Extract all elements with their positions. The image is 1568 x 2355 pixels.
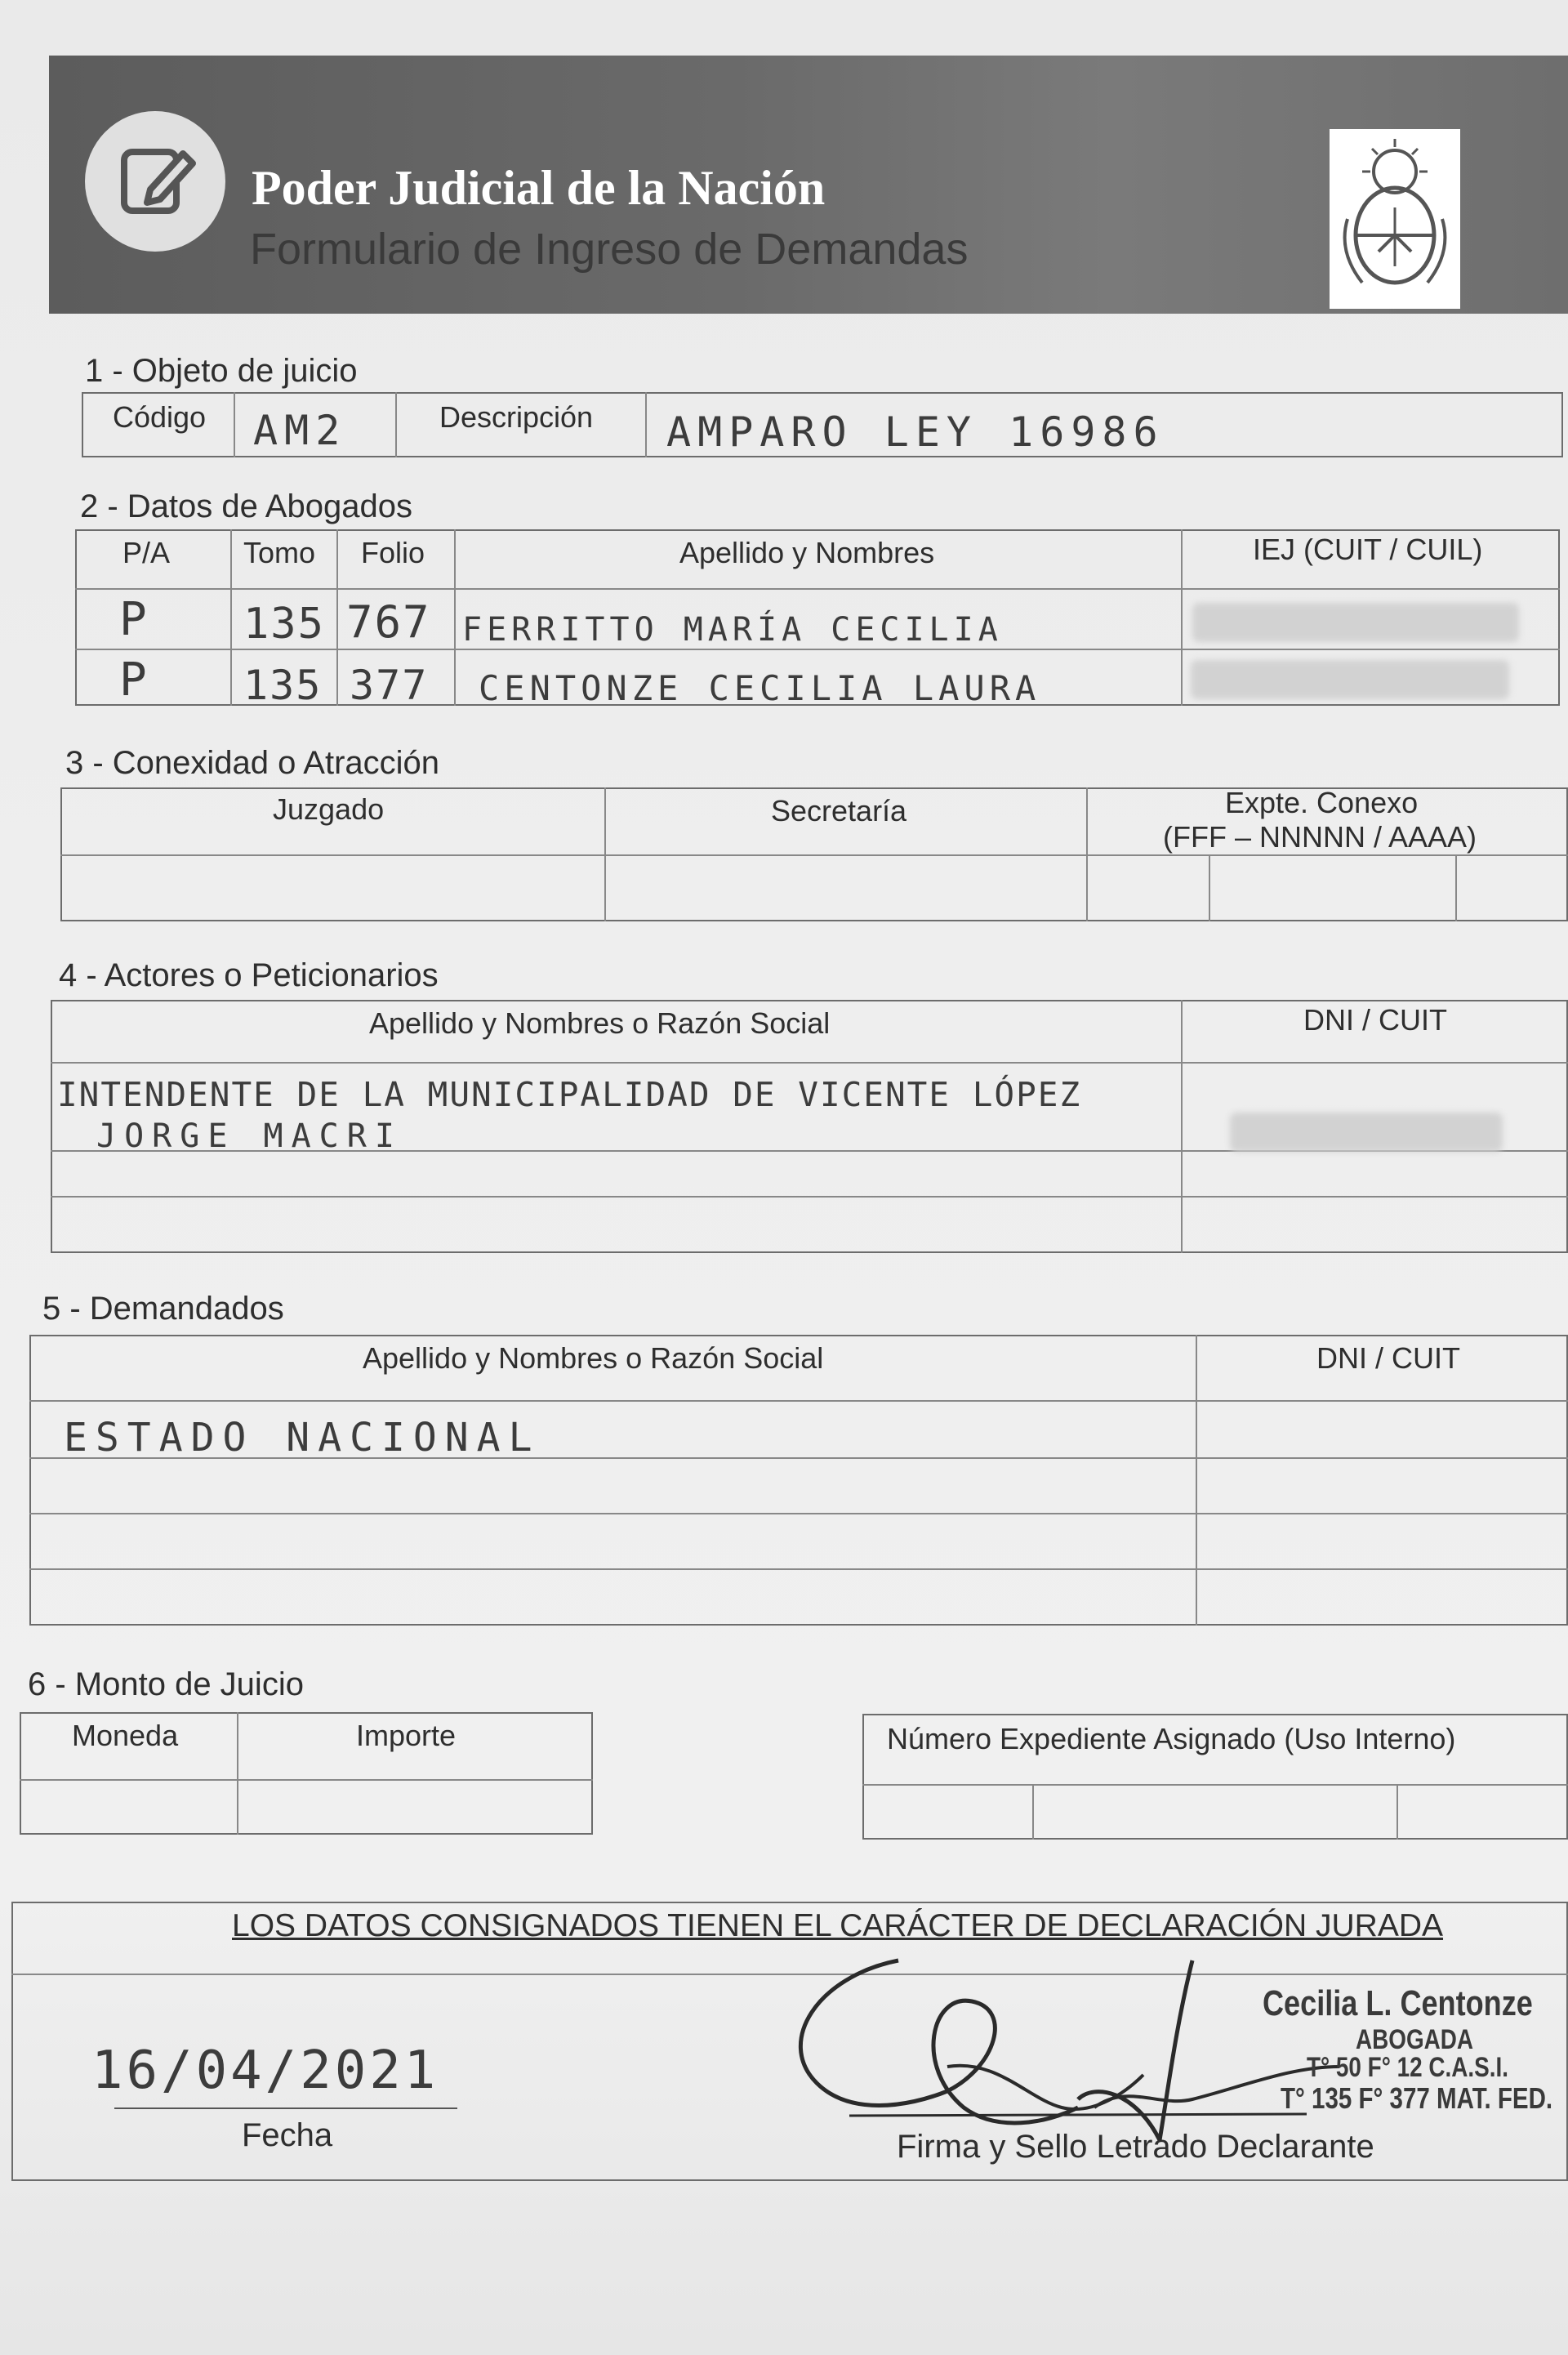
table-row-1-folio: 767 — [346, 596, 431, 648]
table-row-2-tomo: 135 — [243, 662, 323, 709]
uso-interno-label: (Uso Interno) — [1284, 1722, 1456, 1755]
demandados-table — [29, 1335, 1568, 1626]
coat-of-arms-seal — [1330, 129, 1460, 309]
col-pa: P/A — [122, 536, 171, 569]
section-2-title: 2 - Datos de Abogados — [80, 488, 412, 524]
col-folio: Folio — [361, 536, 425, 569]
redacted-iej-1 — [1192, 603, 1519, 642]
col-actor-dni: DNI / CUIT — [1303, 1003, 1447, 1037]
col-iej: IEJ (CUIT / CUIL) — [1253, 533, 1483, 566]
fecha-label: Fecha — [242, 2117, 333, 2153]
table-row-1-nombre: FERRITTO MARÍA CECILIA — [462, 611, 1003, 649]
descripcion-value: AMPARO LEY 16986 — [666, 408, 1165, 456]
numero-expediente-label: Número Expediente Asignado (Uso Interno) — [887, 1722, 1456, 1755]
declaracion-jurada: LOS DATOS CONSIGNADOS TIENEN EL CARÁCTER DE DECLARACIÓN JURADA — [232, 1908, 1444, 1943]
section-1-title: 1 - Objeto de juicio — [85, 353, 358, 389]
stamp-line-2: T° 135 F° 377 MAT. FED. — [1281, 2081, 1553, 2115]
stamp-line-1: T° 50 F° 12 C.A.S.I. — [1307, 2052, 1508, 2083]
codigo-value: AM2 — [253, 407, 347, 454]
edit-icon — [85, 111, 225, 252]
codigo-label: Código — [113, 400, 207, 434]
firma-label: Firma y Sello Letrado Declarante — [897, 2129, 1374, 2165]
header-subtitle: Formulario de Ingreso de Demandas — [250, 225, 969, 274]
redacted-actor-dni — [1230, 1113, 1503, 1152]
section-3-title: 3 - Conexidad o Atracción — [65, 745, 440, 781]
stamp-title: ABOGADA — [1356, 2024, 1474, 2055]
col-actor-nombre: Apellido y Nombres o Razón Social — [369, 1006, 831, 1040]
table-row-2-folio: 377 — [350, 662, 429, 709]
col-demandado-nombre: Apellido y Nombres o Razón Social — [363, 1341, 824, 1375]
actor-line-1: INTENDENTE DE LA MUNICIPALIDAD DE VICENTE LÓPEZ — [57, 1075, 1082, 1114]
table-row-2-nombre: CENTONZE CECILIA LAURA — [479, 668, 1041, 708]
descripcion-label: Descripción — [439, 400, 594, 434]
col-demandado-dni: DNI / CUIT — [1316, 1341, 1460, 1375]
col-apellido-nombres: Apellido y Nombres — [679, 536, 935, 569]
col-moneda: Moneda — [72, 1719, 179, 1752]
table-row-1-pa: P — [119, 593, 154, 646]
table-row-2-pa: P — [119, 653, 154, 707]
col-expte-conexo: Expte. Conexo — [1225, 786, 1419, 819]
section-5-title: 5 - Demandados — [42, 1291, 284, 1327]
section-4-title: 4 - Actores o Peticionarios — [59, 957, 439, 993]
redacted-iej-2 — [1191, 660, 1509, 699]
col-secretaria: Secretaría — [771, 794, 907, 827]
col-juzgado: Juzgado — [273, 792, 385, 826]
section-6-title: 6 - Monto de Juicio — [28, 1666, 304, 1702]
col-expte-format: (FFF – NNNNN / AAAA) — [1163, 820, 1477, 854]
table-row-1-tomo: 135 — [243, 600, 325, 649]
stamp-name: Cecilia L. Centonze — [1263, 1983, 1533, 2023]
actor-line-2: JORGE MACRI — [96, 1117, 403, 1155]
col-tomo: Tomo — [243, 536, 316, 569]
header-title: Poder Judicial de la Nación — [252, 161, 826, 215]
demandado-line-1: ESTADO NACIONAL — [64, 1415, 541, 1461]
signature — [784, 1944, 1356, 2157]
fecha-value: 16/04/2021 — [91, 2041, 439, 2101]
col-importe: Importe — [356, 1719, 457, 1752]
